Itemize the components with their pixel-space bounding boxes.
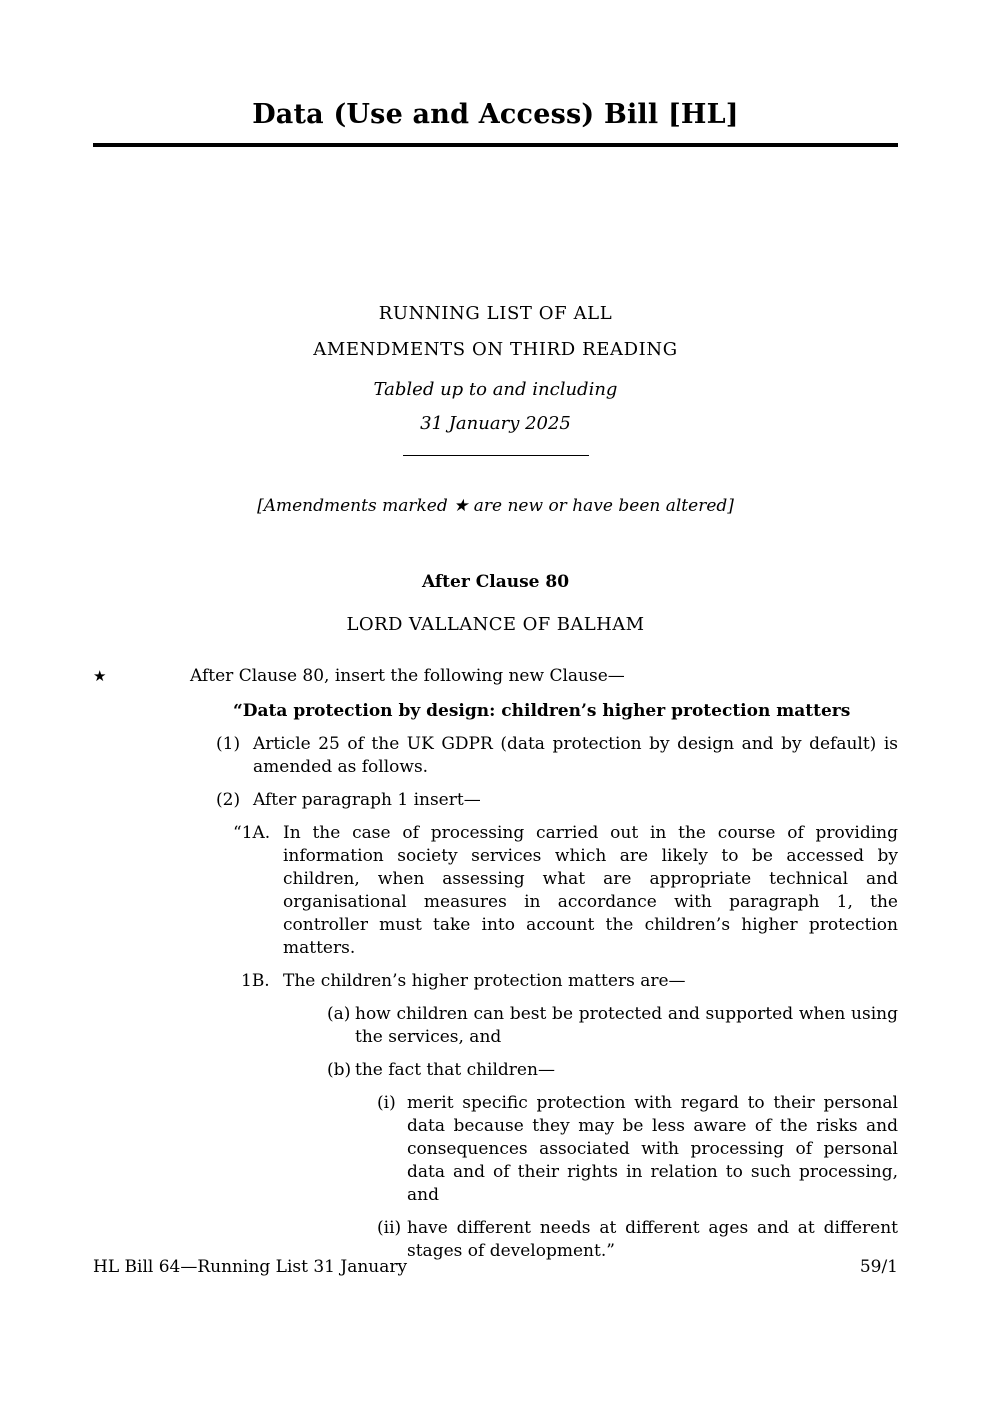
new-amendment-star-icon: ★ bbox=[93, 667, 107, 685]
bill-title: Data (Use and Access) Bill [HL] bbox=[252, 99, 739, 130]
page-footer bbox=[93, 1256, 898, 1279]
mover-name: LORD VALLANCE OF BALHAM bbox=[346, 614, 645, 635]
inserted-paragraph-label: 1B. bbox=[241, 971, 270, 991]
paragraph-text: After paragraph 1 insert— bbox=[253, 790, 481, 810]
sub-paragraph-a bbox=[327, 1003, 898, 1049]
inserted-paragraph-label: “1A. bbox=[233, 823, 271, 843]
new-clause-title: “Data protection by design: children’s higher protection matters bbox=[233, 701, 851, 721]
sub-sub-paragraph-text: merit specific protection with regard to their personal data because they may be less aware of the risks and consequences associated with processing of personal data and of their rights in relation to such processing, and bbox=[407, 1093, 898, 1205]
footer-page-number: 59/1 bbox=[859, 1257, 898, 1277]
sub-paragraph-label: (b) bbox=[327, 1060, 352, 1080]
amendment-instruction: After Clause 80, insert the following new Clause— bbox=[190, 666, 625, 686]
sub-paragraph-text: the fact that children— bbox=[355, 1060, 555, 1080]
paragraph-text: Article 25 of the UK GDPR (data protection by design and by default) is amended as follows. bbox=[253, 734, 898, 777]
sub-paragraph-text: how children can best be protected and supported when using the services, and bbox=[355, 1004, 898, 1047]
tabled-date-line: 31 January 2025 bbox=[420, 413, 571, 434]
sub-sub-paragraph-label: (i) bbox=[377, 1093, 396, 1113]
paragraph-number: (2) bbox=[216, 790, 241, 810]
sub-paragraph-b bbox=[327, 1059, 898, 1082]
paragraph-number: (1) bbox=[216, 734, 241, 754]
place-heading: After Clause 80 bbox=[421, 572, 570, 592]
numbered-paragraph-1 bbox=[216, 733, 898, 779]
numbered-paragraph-2 bbox=[216, 789, 898, 812]
title-double-rule bbox=[93, 143, 898, 147]
sub-paragraph-label: (a) bbox=[327, 1004, 351, 1024]
tabled-up-to-line: Tabled up to and including bbox=[373, 379, 618, 400]
amendment-section bbox=[93, 571, 898, 1263]
amendments-marked-note: [Amendments marked ★ are new or have been altered] bbox=[257, 496, 734, 516]
sub-sub-paragraph-text: have different needs at different ages and at different stages of development.” bbox=[407, 1218, 898, 1261]
front-matter bbox=[93, 302, 898, 518]
amendment-instruction-row bbox=[93, 665, 898, 688]
sub-sub-paragraph-i bbox=[377, 1092, 898, 1207]
running-list-heading-line2: AMENDMENTS ON THIRD READING bbox=[313, 339, 678, 360]
footer-bill-reference: HL Bill 64—Running List 31 January bbox=[93, 1257, 408, 1277]
separator-rule bbox=[403, 455, 589, 456]
inserted-paragraph-text: The children’s higher protection matters are— bbox=[283, 971, 686, 991]
sub-sub-paragraph-label: (ii) bbox=[377, 1218, 402, 1238]
running-list-heading-line1: RUNNING LIST OF ALL bbox=[378, 303, 613, 324]
inserted-paragraph-text: In the case of processing carried out in the course of providing information society services which are likely to be accessed by children, when assessing what are appropriate technical and organisational measures in accordance with paragraph 1, the controller must take into account the children’s higher protection matters. bbox=[283, 823, 898, 958]
inserted-paragraph-1B bbox=[233, 970, 898, 993]
inserted-paragraph-1A bbox=[233, 822, 898, 960]
